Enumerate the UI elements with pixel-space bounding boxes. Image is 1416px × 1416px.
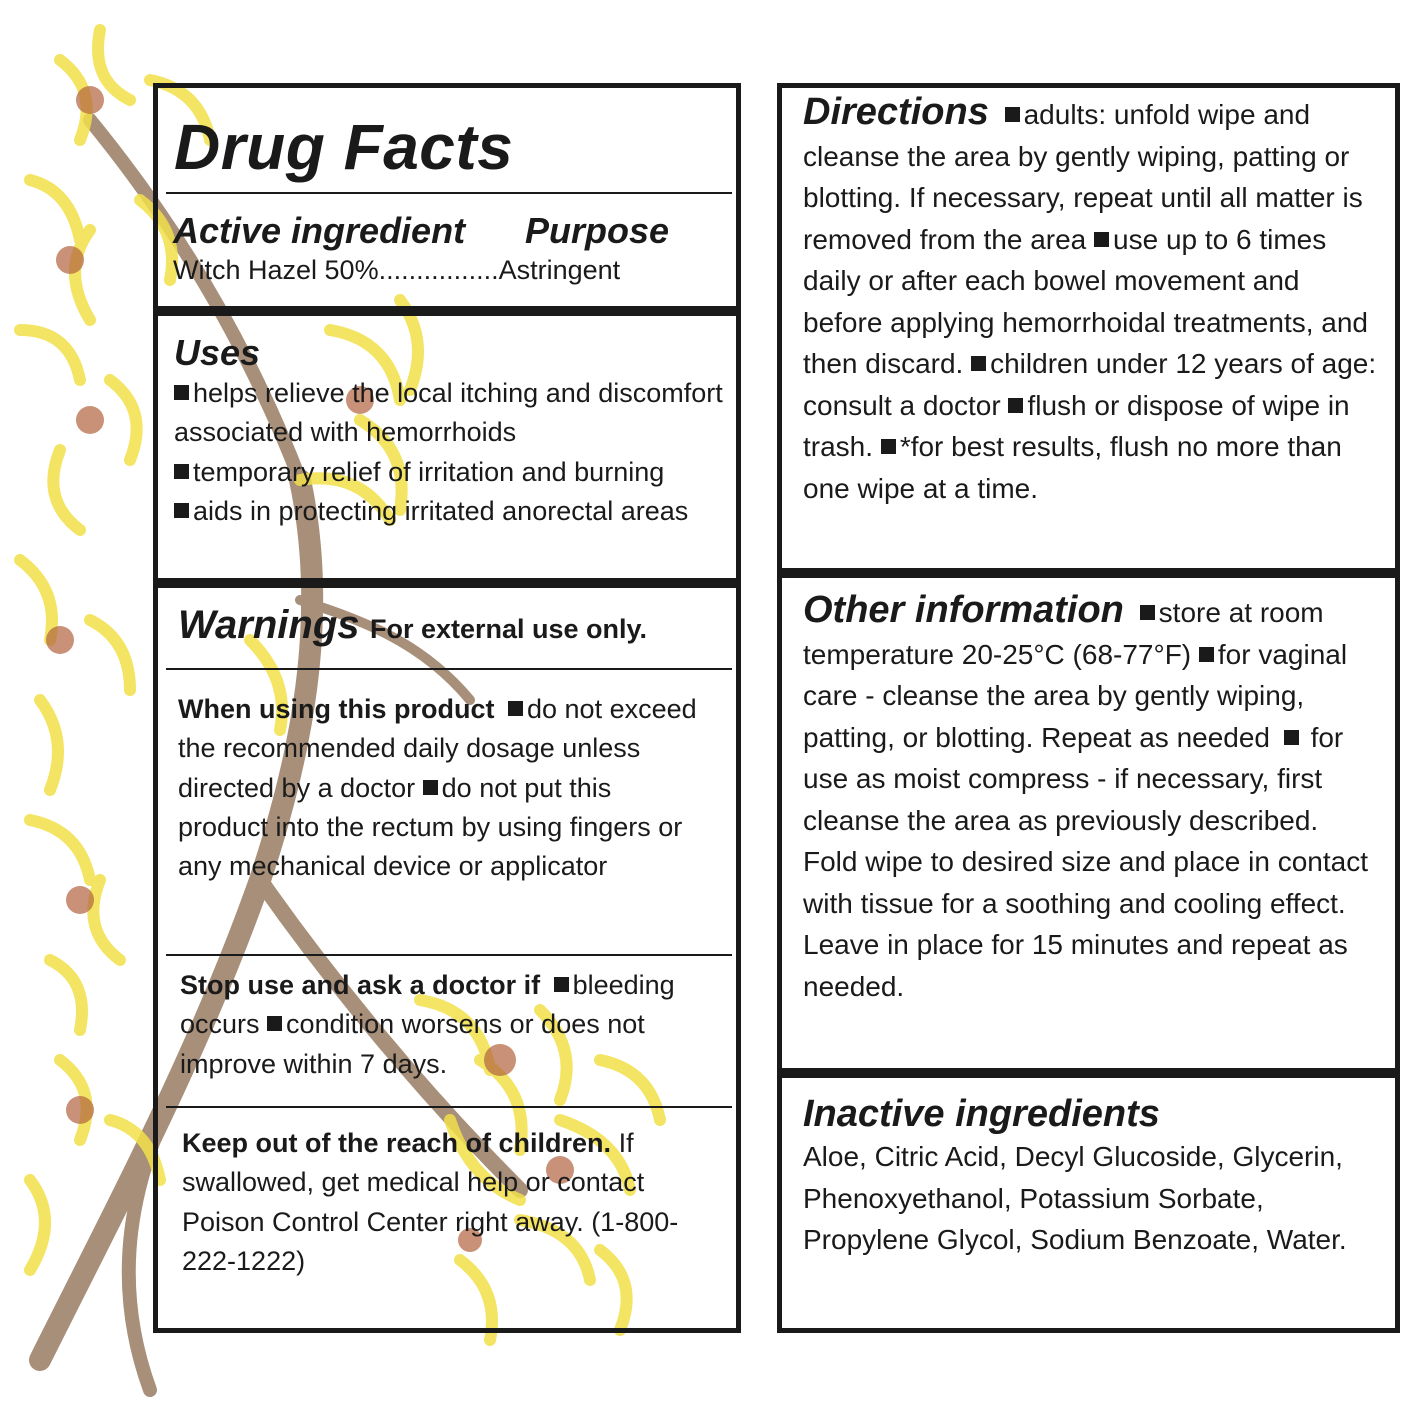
bullet-square-icon (508, 701, 523, 716)
warnings-header-row (178, 603, 726, 648)
ingredient-line: Witch Hazel 50%................ (173, 255, 499, 285)
bullet-square-icon (1140, 605, 1155, 620)
divider-thick (158, 578, 736, 588)
keep-out-section (182, 1124, 696, 1281)
when-using-item-2: do not put this product into the rectum by using fingers or any mechanical device or applicator (178, 772, 683, 882)
inactive-ingredients-section (803, 1092, 1365, 1261)
bullet-square-icon (174, 464, 189, 479)
directions-section (803, 92, 1379, 509)
warnings-subheader: For external use only. (369, 614, 648, 644)
divider (166, 954, 732, 956)
bullet-square-icon (174, 385, 189, 400)
drug-facts-right-panel (777, 83, 1400, 1333)
stop-use-section (180, 966, 716, 1084)
stop-use-item-1: bleeding occurs (180, 970, 675, 1040)
bullet-square-icon (971, 356, 986, 371)
bullet-square-icon (1008, 398, 1023, 413)
uses-header: Uses (174, 332, 261, 373)
inactive-ingredients-header: Inactive ingredients (803, 1093, 1160, 1135)
bullet-square-icon (1199, 647, 1214, 662)
direction-item-1: adults: unfold wipe and cleanse the area by gently wiping, patting or blotting. If necessary, repeat until all matter is removed from the area (803, 99, 1363, 255)
divider-thick (158, 306, 736, 316)
warnings-header: Warnings (178, 603, 360, 647)
uses-section (174, 332, 726, 531)
direction-item-2: use up to 6 times daily or after each bowel movement and before applying hemorrhoidal treatments, and then discard. (803, 223, 1369, 379)
directions-header: Directions (803, 91, 989, 133)
stop-use-lead: Stop use and ask a doctor if (180, 970, 541, 1000)
bullet-square-icon (1005, 107, 1020, 122)
active-ingredient-section (173, 210, 736, 286)
divider (166, 668, 732, 670)
direction-item-4: flush or dispose of wipe in trash. (803, 389, 1350, 462)
direction-item-3: children under 12 years of age: consult a doctor (803, 348, 1377, 421)
bullet-square-icon (881, 439, 896, 454)
bullet-square-icon (267, 1016, 282, 1031)
bullet-square-icon (174, 503, 189, 518)
inactive-ingredients-text: Aloe, Citric Acid, Decyl Glucoside, Glycerin, Phenoxyethanol, Potassium Sorbate, Propylene Glycol, Sodium Benzoate, Water. (803, 1141, 1347, 1255)
use-item-3: aids in protecting irritated anorectal areas (193, 495, 689, 526)
drug-facts-left-panel (153, 83, 741, 1333)
stop-use-item-2: condition worsens or does not improve within 7 days. (180, 1009, 645, 1079)
keep-out-text: If swallowed, get medical help or contact Poison Control Center right away. (1-800-222-1222) (182, 1128, 679, 1276)
divider-thick (782, 568, 1395, 578)
use-item-2: temporary relief of irritation and burning (193, 456, 665, 487)
bullet-square-icon (1094, 232, 1109, 247)
use-item-1: helps relieve the local itching and discomfort associated with hemorrhoids (174, 378, 723, 448)
purpose-header: Purpose (525, 210, 670, 251)
divider-thick (782, 1068, 1395, 1078)
other-item-3: for use as moist compress - if necessary, first cleanse the area as previously described. Fold wipe to desired size and place in contact with tissue for a soothing and cooling effect. Leave in place for 15 minutes and repeat as needed. (803, 721, 1368, 1002)
direction-item-5: *for best results, flush no more than one wipe at a time. (803, 431, 1342, 504)
active-ingredient-header: Active ingredient (173, 210, 466, 251)
when-using-lead: When using this product (178, 694, 495, 724)
bullet-square-icon (554, 977, 569, 992)
when-using-item-1: do not exceed the recommended daily dosage unless directed by a doctor (178, 694, 697, 803)
divider (166, 192, 732, 194)
drug-facts-title: Drug Facts (174, 111, 514, 183)
purpose-value: Astringent (498, 255, 621, 285)
other-information-header: Other information (803, 589, 1124, 631)
divider (166, 1106, 732, 1108)
keep-out-lead: Keep out of the reach of children. (182, 1128, 612, 1158)
other-item-2: for vaginal care - cleanse the area by gently wiping, patting, or blotting. Repeat as needed (803, 638, 1348, 753)
other-information-section (803, 590, 1379, 1007)
bullet-square-icon (423, 780, 438, 795)
other-item-1: store at room temperature 20-25°C (68-77°F) (803, 597, 1324, 670)
when-using-section (178, 690, 708, 886)
bullet-square-icon (1284, 730, 1299, 745)
